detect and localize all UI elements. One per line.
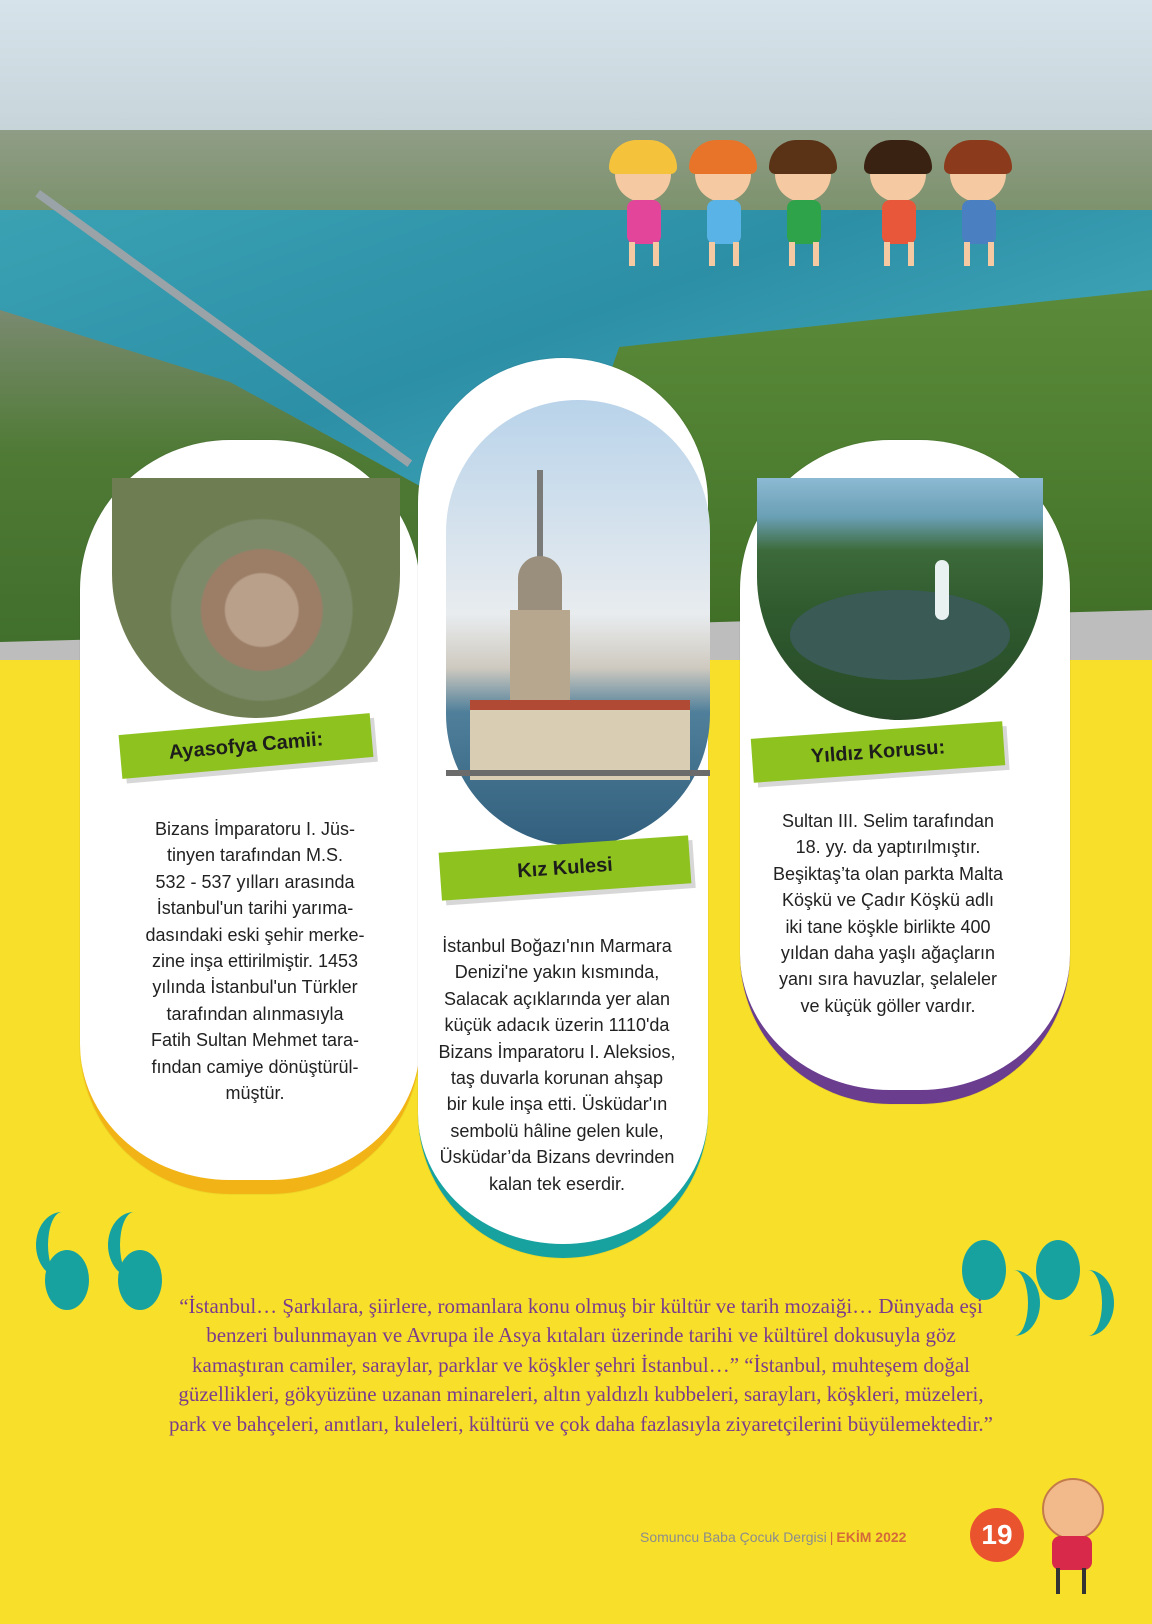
card-title-ayasofya: Ayasofya Camii: <box>119 713 374 779</box>
istanbul-quote: “İstanbul… Şarkılara, şiirlere, romanlara konu olmuş bir kültür ve tarih mozaiği… Dünyada eşi benzeri bulunmayan ve Avrupa ile Asya kıtaları üzerinde tarihi ve kültürel dokusuyla göz kamaştıran camiler, saraylar, parklar ve köşkler şehri İstanbul…” “İstanbul, muhteşem doğal güzellikleri, gökyüzüne uzanan minareleri, altın yaldızlı kubbeleri, sarayları, köşkleri, müzeleri, park ve bahçeleri, anıtları, kuleleri, kültürü ve çok daha fazlasıyla ziyaretçilerini büyülemektedir.” <box>169 1294 993 1436</box>
open-quote-icon <box>118 1250 162 1310</box>
mascot-illustration <box>1030 1478 1120 1598</box>
kids-illustration <box>605 140 1045 280</box>
kid-figure <box>605 140 681 270</box>
kid-figure <box>860 140 936 270</box>
card-text-kiz-kulesi: İstanbul Boğazı'nın Marmara Denizi'ne yakın kısmında, Salacak açıklarında yer alan küçük adacık üzerin 1110'da Bizans İmparatoru I. Aleksios, taş duvarla korunan ahşap bir kule inşa etti. Üsküdar'ın sembolü hâline gelen kule, Üsküdar’da Bizans devrinden kalan tek eserdir. <box>438 936 676 1194</box>
card-title-kiz-kulesi: Kız Kulesi <box>439 835 692 900</box>
close-quote-icon <box>1062 1270 1114 1336</box>
card-text-yildiz-korusu: Sultan III. Selim tarafından 18. yy. da yaptırılmıştır. Beşiktaş’ta olan parkta Malta Köşkü ve Çadır Köşkü adlı iki tane köşkle birlikte 400 yıldan daha yaşlı ağaçların yanı sıra havuzlar, şelaleler ve küçük göller vardır. <box>772 811 1004 1016</box>
open-quote-icon <box>45 1250 89 1310</box>
issue-date: EKİM 2022 <box>836 1529 907 1545</box>
kid-figure <box>940 140 1016 270</box>
footer <box>640 1529 970 1551</box>
tower-house-graphic <box>470 700 690 780</box>
kid-figure <box>765 140 841 270</box>
page-number-badge: 19 <box>970 1508 1024 1562</box>
magazine-name: Somuncu Baba Çocuk Dergisi <box>640 1529 827 1545</box>
fountain-graphic <box>935 560 949 620</box>
card-title-yildiz-korusu: Yıldız Korusu: <box>751 721 1005 782</box>
card-text-ayasofya: Bizans İmparatoru I. Jüs- tinyen tarafından M.S. 532 - 537 yılları arasında İstanbul'un tarihi yarıma- dasındaki eski şehir merke- zine inşa ettirilmiştir. 1453 yılında İstanbul'un Türkler tarafından alınmasıyla Fatih Sultan Mehmet tara- fından camiye dönüştürül- müştür. <box>145 819 365 1104</box>
kid-figure <box>685 140 761 270</box>
pond-graphic <box>790 590 1010 680</box>
tower-pier-graphic <box>446 770 710 776</box>
footer-separator: | <box>829 1529 834 1545</box>
